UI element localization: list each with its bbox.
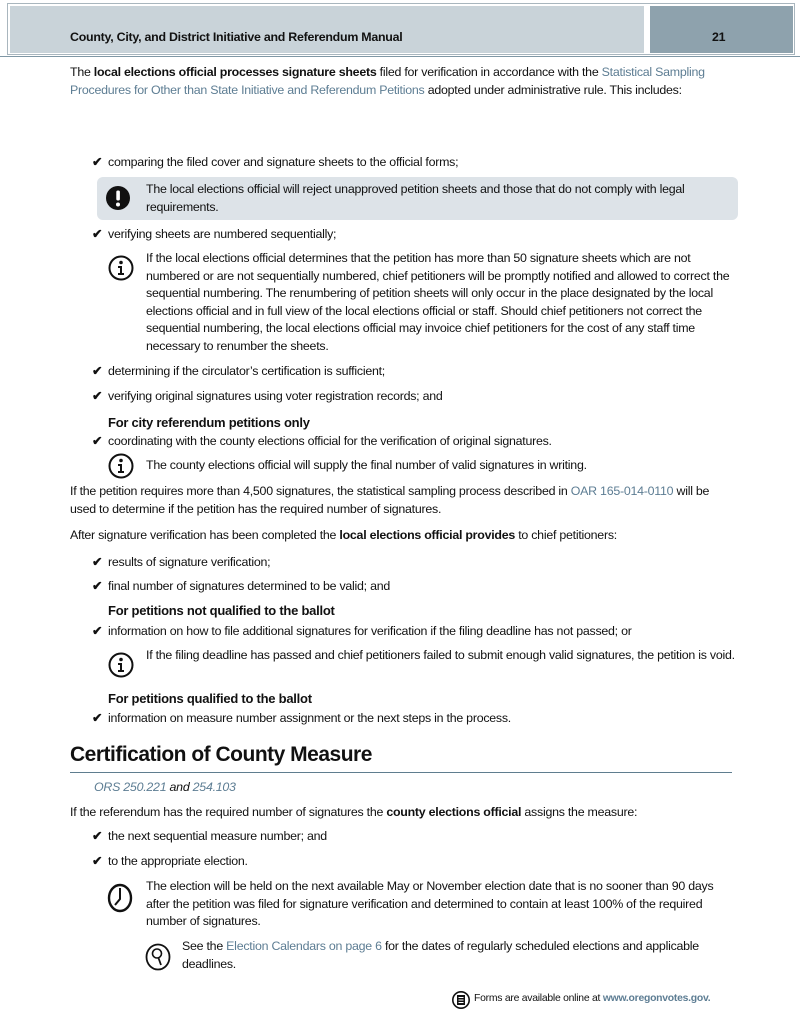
intro-paragraph: The local elections official processes signature sheets filed for verification in accordance with the Statistical Sampling Procedures for Other than State Initiative and Referendum Petitions adopted under administrative rule. This includes:	[70, 65, 705, 97]
statistical-sampling-link[interactable]: Statistical Sampling Procedures for Other than State Initiative and Referendum Petitions	[70, 65, 705, 97]
checkmark-icon: ✔	[92, 227, 103, 241]
section-divider	[70, 772, 732, 773]
checkmark-icon: ✔	[92, 555, 103, 569]
check-item: ✔ results of signature verification;	[92, 555, 271, 569]
info-icon	[108, 652, 134, 678]
checkmark-icon: ✔	[92, 829, 103, 843]
not-qualified-heading: For petitions not qualified to the ballot	[108, 603, 335, 618]
checkmark-icon: ✔	[92, 434, 103, 448]
city-referendum-heading: For city referendum petitions only	[108, 415, 310, 430]
check-item: ✔ comparing the filed cover and signature sheets to the official forms;	[92, 155, 459, 169]
check-item: ✔ verifying sheets are numbered sequentially;	[92, 227, 337, 241]
qualified-heading: For petitions qualified to the ballot	[108, 691, 312, 706]
oregonvotes-link[interactable]: www.oregonvotes.gov.	[602, 993, 711, 1004]
check-item: ✔ coordinating with the county elections official for the verification of original signatures.	[92, 434, 552, 448]
info-icon	[108, 255, 134, 281]
info-icon	[108, 453, 134, 479]
exclamation-icon	[106, 186, 130, 210]
check-item: ✔ the next sequential measure number; and	[92, 829, 327, 843]
checkmark-icon: ✔	[92, 579, 103, 593]
section-heading: Certification of County Measure	[70, 743, 372, 766]
clock-icon	[107, 883, 133, 913]
info-numbering-text: If the local elections official determines that the petition has more than 50 signature sheets which are not numbered or are not sequentially numbered, chief petitioners will be promptly notified and allowed to correct the sequential numbering. The renumbering of petition sheets will only occur in the place designated by the local elections official and in full view of the local elections official or staff. Should chief petitioners not correct the sequential numbering, the local elections official may invoice chief petitioners for the cost of any staff time necessary to renumber the sheets.	[146, 251, 730, 353]
election-date-note: The election will be held on the next available May or November election date that is no sooner than 90 days after the petition was filed for signature verification and determined to contain at least 100% of the required number of signatures.	[146, 879, 714, 929]
check-item: ✔ information on how to file additional signatures for verification if the filing deadline has not passed; or	[92, 624, 632, 638]
checkmark-icon: ✔	[92, 711, 103, 725]
checkmark-icon: ✔	[92, 389, 103, 403]
check-item: ✔ verifying original signatures using voter registration records; and	[92, 389, 443, 403]
checkmark-icon: ✔	[92, 854, 103, 868]
checkmark-icon: ✔	[92, 624, 103, 638]
after-verification-paragraph: After signature verification has been completed the local elections official provides to chief petitioners:	[70, 528, 617, 542]
checkmark-icon: ✔	[92, 364, 103, 378]
ors-250-221-link[interactable]: ORS 250.221	[94, 780, 167, 794]
checkmark-icon: ✔	[92, 155, 103, 169]
info-county-text: The county elections official will supply the final number of valid signatures in writing.	[146, 458, 587, 472]
forms-icon	[452, 991, 470, 1009]
forms-footer: Forms are available online at www.oregonvotes.gov.	[474, 993, 711, 1004]
check-item: ✔ final number of signatures determined to be valid; and	[92, 579, 390, 593]
oar-link[interactable]: OAR 165-014-0110	[570, 484, 674, 498]
info-void-text: If the filing deadline has passed and chief petitioners failed to submit enough valid signatures, the petition is void.	[146, 648, 735, 662]
ors-254-103-link[interactable]: 254.103	[192, 780, 236, 794]
check-item: ✔ information on measure number assignment or the next steps in the process.	[92, 711, 511, 725]
referendum-paragraph: If the referendum has the required number of signatures the county elections official assigns the measure:	[70, 805, 638, 819]
magnifier-icon	[145, 943, 171, 971]
ors-reference: ORS 250.221 and 254.103	[94, 780, 236, 794]
election-calendars-link[interactable]: Election Calendars on page 6	[226, 939, 382, 953]
page-number: 21	[712, 30, 726, 44]
check-item: ✔ determining if the circulator’s certification is sufficient;	[92, 364, 385, 378]
sampling-paragraph: If the petition requires more than 4,500 signatures, the statistical sampling process described in OAR 165-014-0110 will be used to determine if the petition has the required number of signatures.	[70, 484, 710, 516]
warning-text: The local elections official will reject unapproved petition sheets and those that do not comply with legal requirements.	[146, 182, 685, 214]
check-item: ✔ to the appropriate election.	[92, 854, 248, 868]
header-divider	[0, 56, 800, 57]
see-calendars-note: See the Election Calendars on page 6 for the dates of regularly scheduled elections and applicable deadlines.	[182, 939, 699, 971]
manual-title: County, City, and District Initiative and Referendum Manual	[70, 30, 403, 44]
